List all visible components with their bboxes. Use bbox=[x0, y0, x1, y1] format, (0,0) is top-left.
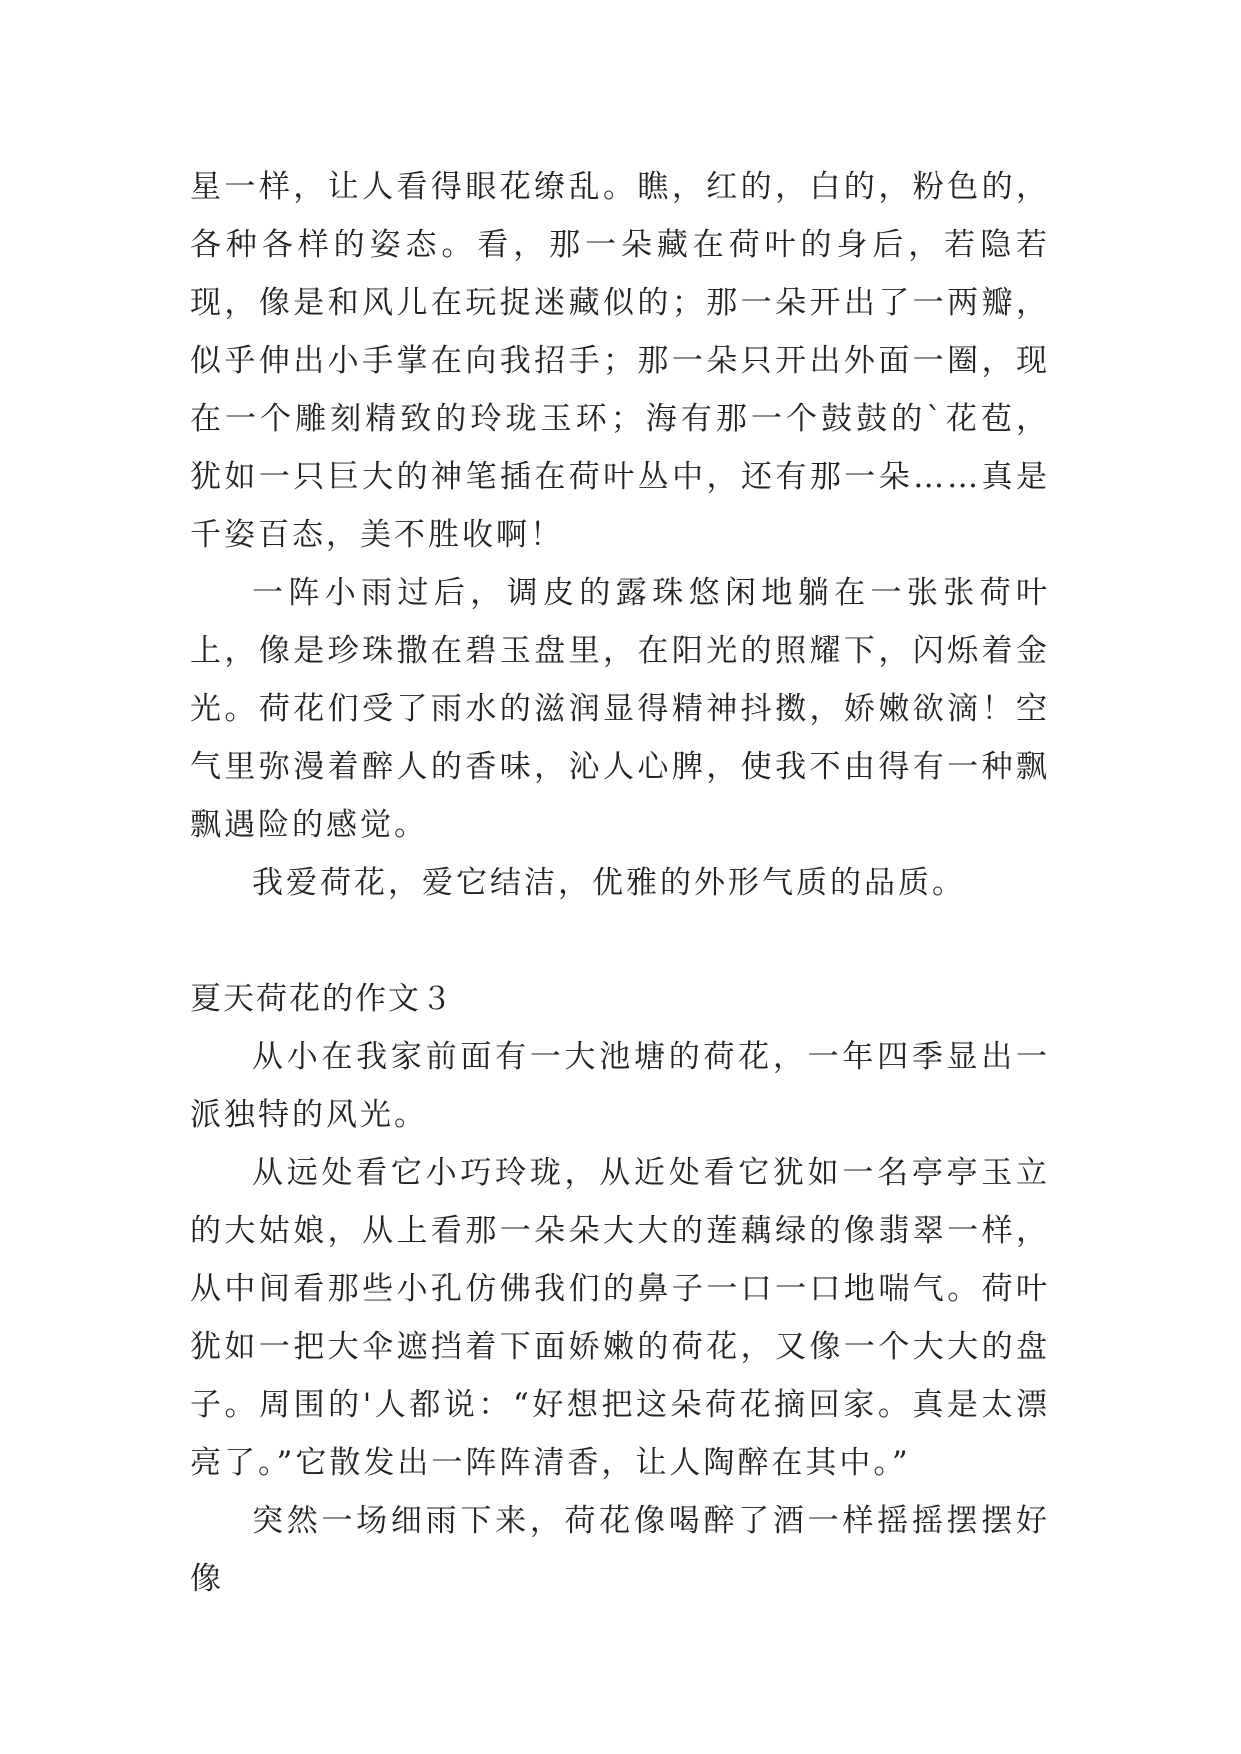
article-body bbox=[190, 158, 1050, 1608]
section-heading: 夏天荷花的作文３ bbox=[190, 981, 454, 1017]
section-spacer bbox=[190, 912, 1050, 970]
paragraph-views: 从远处看它小巧玲珑，从近处看它犹如一名亭亭玉立的大姑娘，从上看那一朵朵大大的莲藕绿的像翡翠一样，从中间看那些小孔仿佛我们的鼻子一口一口地喘气。荷叶犹如一把大伞遮挡着下面娇嫩的荷花，又像一个大大的盘子。周围的'人都说：“好想把这朵荷花摘回家。真是太漂亮了。”它散发出一阵阵清香，让人陶醉在其中。” bbox=[190, 1155, 1050, 1481]
paragraph-love-lotus: 我爱荷花，爱它结洁，优雅的外形气质的品质。 bbox=[252, 865, 966, 901]
paragraph-pond: 从小在我家前面有一大池塘的荷花，一年四季显出一派独特的风光。 bbox=[190, 1039, 1050, 1133]
paragraph-rain: 一阵小雨过后，调皮的露珠悠闲地躺在一张张荷叶上，像是珍珠撒在碧玉盘里，在阳光的照耀下，闪烁着金光。荷花们受了雨水的滋润显得精神抖擞，娇嫩欲滴！空气里弥漫着醉人的香味，沁人心脾，使我不由得有一种飘飘遇险的感觉。 bbox=[190, 575, 1050, 843]
paragraph-continued: 星一样，让人看得眼花缭乱。瞧，红的，白的，粉色的，各种各样的姿态。看，那一朵藏在荷叶的身后，若隐若现，像是和风儿在玩捉迷藏似的；那一朵开出了一两瓣，似乎伸出小手掌在向我招手；那一朵只开出外面一圈，现在一个雕刻精致的玲珑玉环；海有那一个鼓鼓的`花苞，犹如一只巨大的神笔插在荷叶丛中，还有那一朵……真是千姿百态，美不胜收啊！ bbox=[190, 169, 1050, 553]
paragraph-drizzle: 突然一场细雨下来，荷花像喝醉了酒一样摇摇摆摆好像 bbox=[190, 1503, 1050, 1597]
